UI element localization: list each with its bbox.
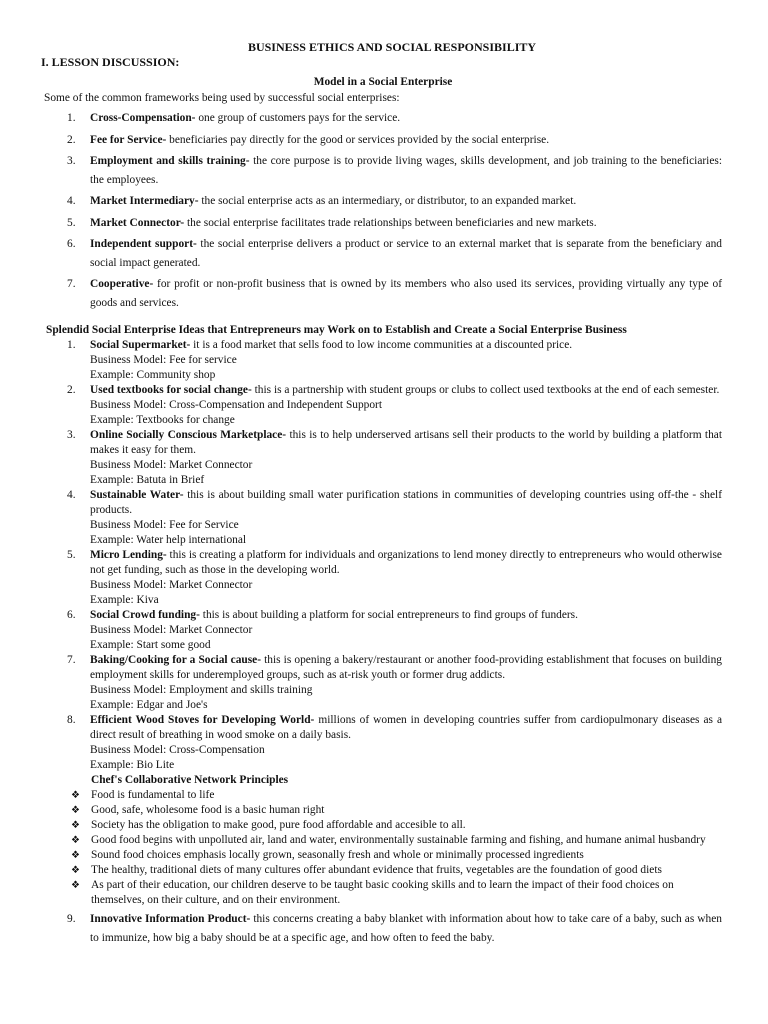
example: Example: Edgar and Joe's xyxy=(90,699,208,711)
principle-item: ❖ As part of their education, our children deserve to be taught basic cooking skills and to learn the impact of their food choices on themselves, on their culture, and on their environment. xyxy=(71,879,674,906)
diamond-bullet-icon: ❖ xyxy=(71,835,80,846)
idea-item: 6. Social Crowd funding- this is about building a platform for social entrepreneurs to find groups of funders. Business Model: Market Connector Example: Start some good xyxy=(44,608,722,653)
document-page xyxy=(41,40,723,947)
diamond-bullet-icon: ❖ xyxy=(71,880,80,891)
principle-item: ❖ Good, safe, wholesome food is a basic human right xyxy=(71,804,325,816)
business-model: Business Model: Market Connector xyxy=(90,579,253,591)
framework-item: 1. Cross-Compensation- one group of customers pays for the service. xyxy=(67,112,401,124)
framework-text: beneficiaries pay directly for the good or services provided by the social enterprise. xyxy=(166,133,550,146)
idea-item: 9. Innovative Information Product- this concerns creating a baby blanket with information about how to take care of a baby, such as when to immunize, how big a baby should be at a specific age, and how often to feed the baby. xyxy=(67,913,722,944)
framework-item: 6. Independent support- the social enterprise delivers a product or service to an external market that is separate from the beneficiary and social impact generated. xyxy=(67,238,723,269)
example: Example: Bio Lite xyxy=(90,759,175,771)
diamond-bullet-icon: ❖ xyxy=(71,805,80,816)
principle-item: ❖ Society has the obligation to make good, pure food affordable and accesible to all. xyxy=(71,819,466,831)
idea-item: 8. Efficient Wood Stoves for Developing World- millions of women in developing countries suffer from cardiopulmonary diseases as a direct result of breathing in wood smoke on a daily basis. Business Model: Cross-Compensation Example: Bio Lite xyxy=(67,714,722,771)
idea-text: this concerns creating a baby blanket with information about how to take care of a baby, such as when to immunize, how big a baby should be at a specific age, and how often to feed the baby. xyxy=(90,913,722,944)
principle-item: ❖ Food is fundamental to life xyxy=(71,789,215,801)
idea-text: it is a food market that sells food to low income communities at a discounted price. xyxy=(190,339,573,351)
principle-item: ❖ Good food begins with unpolluted air, land and water, environmentally sustainable farming and fishing, and humane animal husbandry xyxy=(71,834,706,846)
example: Example: Water help international xyxy=(90,534,247,546)
idea-text: this is creating a platform for individuals and organizations to lend money directly to entrepreneurs who would otherwise not get funding, such as those in the developing world. xyxy=(90,549,722,576)
idea-text: this is opening a bakery/restaurant or another food-providing establishment that focuses on building employment skills for underemployed groups, such as at-risk youth or former drug addicts. xyxy=(90,654,722,681)
principle-item: ❖ Sound food choices emphasis locally grown, seasonally fresh and whole or minimally processed ingredients xyxy=(71,849,584,861)
business-model: Business Model: Fee for Service xyxy=(90,519,239,531)
framework-item: 5. Market Connector- the social enterprise facilitates trade relationships between beneficiaries and new markets. xyxy=(67,216,597,229)
idea-item: 1. Social Supermarket- it is a food market that sells food to low income communities at a discounted price. Business Model: Fee for service Example: Community shop xyxy=(44,338,722,383)
business-model: Business Model: Market Connector xyxy=(90,624,253,636)
business-model: Business Model: Employment and skills training xyxy=(90,684,313,696)
ideas-heading: Splendid Social Enterprise Ideas that Entrepreneurs may Work on to Establish and Create a Social Enterprise Business xyxy=(46,324,627,336)
diamond-bullet-icon: ❖ xyxy=(71,820,80,831)
example: Example: Start some good xyxy=(90,639,211,651)
chef-principles-title: Chef's Collaborative Network Principles xyxy=(91,774,289,786)
example: Example: Batuta in Brief xyxy=(90,474,205,486)
diamond-bullet-icon: ❖ xyxy=(71,865,80,876)
idea-term: Online Socially Conscious Marketplace- xyxy=(90,429,287,441)
framework-term: Fee for Service- xyxy=(90,133,167,146)
idea-term: Social Supermarket- xyxy=(90,339,191,351)
framework-text: the social enterprise delivers a product or service to an external market that is separate from the beneficiary and social impact generated. xyxy=(90,238,723,269)
idea-term: Social Crowd funding- xyxy=(90,609,200,621)
intro-paragraph: Some of the common frameworks being used by successful social enterprises: xyxy=(44,92,400,104)
idea-text: this is to help underserved artisans sell their products to the world by building a platform that makes it easy for them. xyxy=(90,429,722,456)
principle-item: ❖ The healthy, traditional diets of many cultures offer abundant evidence that fruits, vegetables are the foundation of good diets xyxy=(71,864,662,876)
idea-term: Sustainable Water- xyxy=(90,489,184,501)
idea-item: 5. Micro Lending- this is creating a platform for individuals and organizations to lend money directly to entrepreneurs who would otherwise not get funding, such as those in the developing world. Business Model: Market Connector Example: Kiva xyxy=(67,549,722,606)
idea-text: this is about building small water purification stations in communities of developing countries using off-the - shelf products. xyxy=(90,489,722,516)
idea-term: Efficient Wood Stoves for Developing World- xyxy=(90,714,315,726)
framework-term: Cooperative- xyxy=(90,278,154,290)
idea-item: 4. Sustainable Water- this is about building small water purification stations in communities of developing countries using off-the - shelf products. Business Model: Fee for Service Example: Water help international xyxy=(67,489,722,546)
frameworks-list xyxy=(44,109,722,312)
idea-term: Innovative Information Product- xyxy=(90,913,251,925)
framework-term: Employment and skills training- xyxy=(90,155,250,167)
idea-text: this is a partnership with student groups or clubs to collect used textbooks at the end of each semester. xyxy=(251,384,720,396)
framework-text: one group of customers pays for the service. xyxy=(195,112,401,124)
principles-list xyxy=(44,788,722,908)
idea-term: Baking/Cooking for a Social cause- xyxy=(90,654,262,666)
example: Example: Kiva xyxy=(90,594,159,606)
framework-term: Market Connector- xyxy=(90,216,185,229)
framework-item: 3. Employment and skills training- the core purpose is to provide living wages, skills development, and job training to the beneficiaries: the employees. xyxy=(67,155,722,186)
ideas-list-continued xyxy=(44,910,722,947)
business-model: Business Model: Cross-Compensation and Independent Support xyxy=(90,399,383,411)
idea-item: 7. Baking/Cooking for a Social cause- this is opening a bakery/restaurant or another food-providing establishment that focuses on building employment skills for underemployed groups, such as at-risk youth or former drug addicts. Business Model: Employment and skills training Example: Edgar and Joe's xyxy=(67,654,722,711)
business-model: Business Model: Cross-Compensation xyxy=(90,744,265,756)
example: Example: Community shop xyxy=(90,369,216,381)
idea-text: this is about building a platform for social entrepreneurs to find groups of funders. xyxy=(199,609,578,621)
framework-item: 7. Cooperative- for profit or non-profit business that is owned by its members who also used its services, providing virtually any type of goods and services. xyxy=(67,278,722,309)
idea-item: 2. Used textbooks for social change- this is a partnership with student groups or clubs to collect used textbooks at the end of each semester. Business Model: Cross-Compensation and Independent Support Example: Textbooks for change xyxy=(44,383,722,428)
model-title: Model in a Social Enterprise xyxy=(313,76,453,88)
framework-text: the social enterprise facilitates trade relationships between beneficiaries and new markets. xyxy=(184,216,597,229)
idea-term: Micro Lending- xyxy=(90,549,167,561)
example: Example: Textbooks for change xyxy=(90,414,235,426)
framework-item: 2. Fee for Service- beneficiaries pay directly for the good or services provided by the social enterprise. xyxy=(67,133,550,146)
ideas-list xyxy=(44,338,722,773)
framework-term: Cross-Compensation- xyxy=(90,112,196,124)
framework-item: 4. Market Intermediary- the social enterprise acts as an intermediary, or distributor, to an expanded market. xyxy=(67,195,577,207)
diamond-bullet-icon: ❖ xyxy=(71,790,80,801)
section-heading: I. LESSON DISCUSSION: xyxy=(41,55,180,69)
idea-text: millions of women in developing countries suffer from cardiopulmonary diseases as a direct result of breathing in wood smoke on a daily basis. xyxy=(90,714,722,741)
business-model: Business Model: Fee for service xyxy=(90,354,237,366)
business-model: Business Model: Market Connector xyxy=(90,459,253,471)
idea-item: 3. Online Socially Conscious Marketplace- this is to help underserved artisans sell their products to the world by building a platform that makes it easy for them. Business Model: Market Connector Example: Batuta in Brief xyxy=(67,429,722,486)
framework-text: the social enterprise acts as an intermediary, or distributor, to an expanded market. xyxy=(198,195,577,207)
diamond-bullet-icon: ❖ xyxy=(71,850,80,861)
framework-text: the core purpose is to provide living wages, skills development, and job training to the beneficiaries: the employees. xyxy=(90,155,722,186)
framework-text: for profit or non-profit business that is owned by its members who also used its services, providing virtually any type of goods and services. xyxy=(90,278,722,309)
idea-term: Used textbooks for social change- xyxy=(90,384,252,396)
framework-term: Market Intermediary- xyxy=(90,195,199,207)
document-title: BUSINESS ETHICS AND SOCIAL RESPONSIBILITY xyxy=(247,40,537,54)
framework-term: Independent support- xyxy=(90,238,197,250)
